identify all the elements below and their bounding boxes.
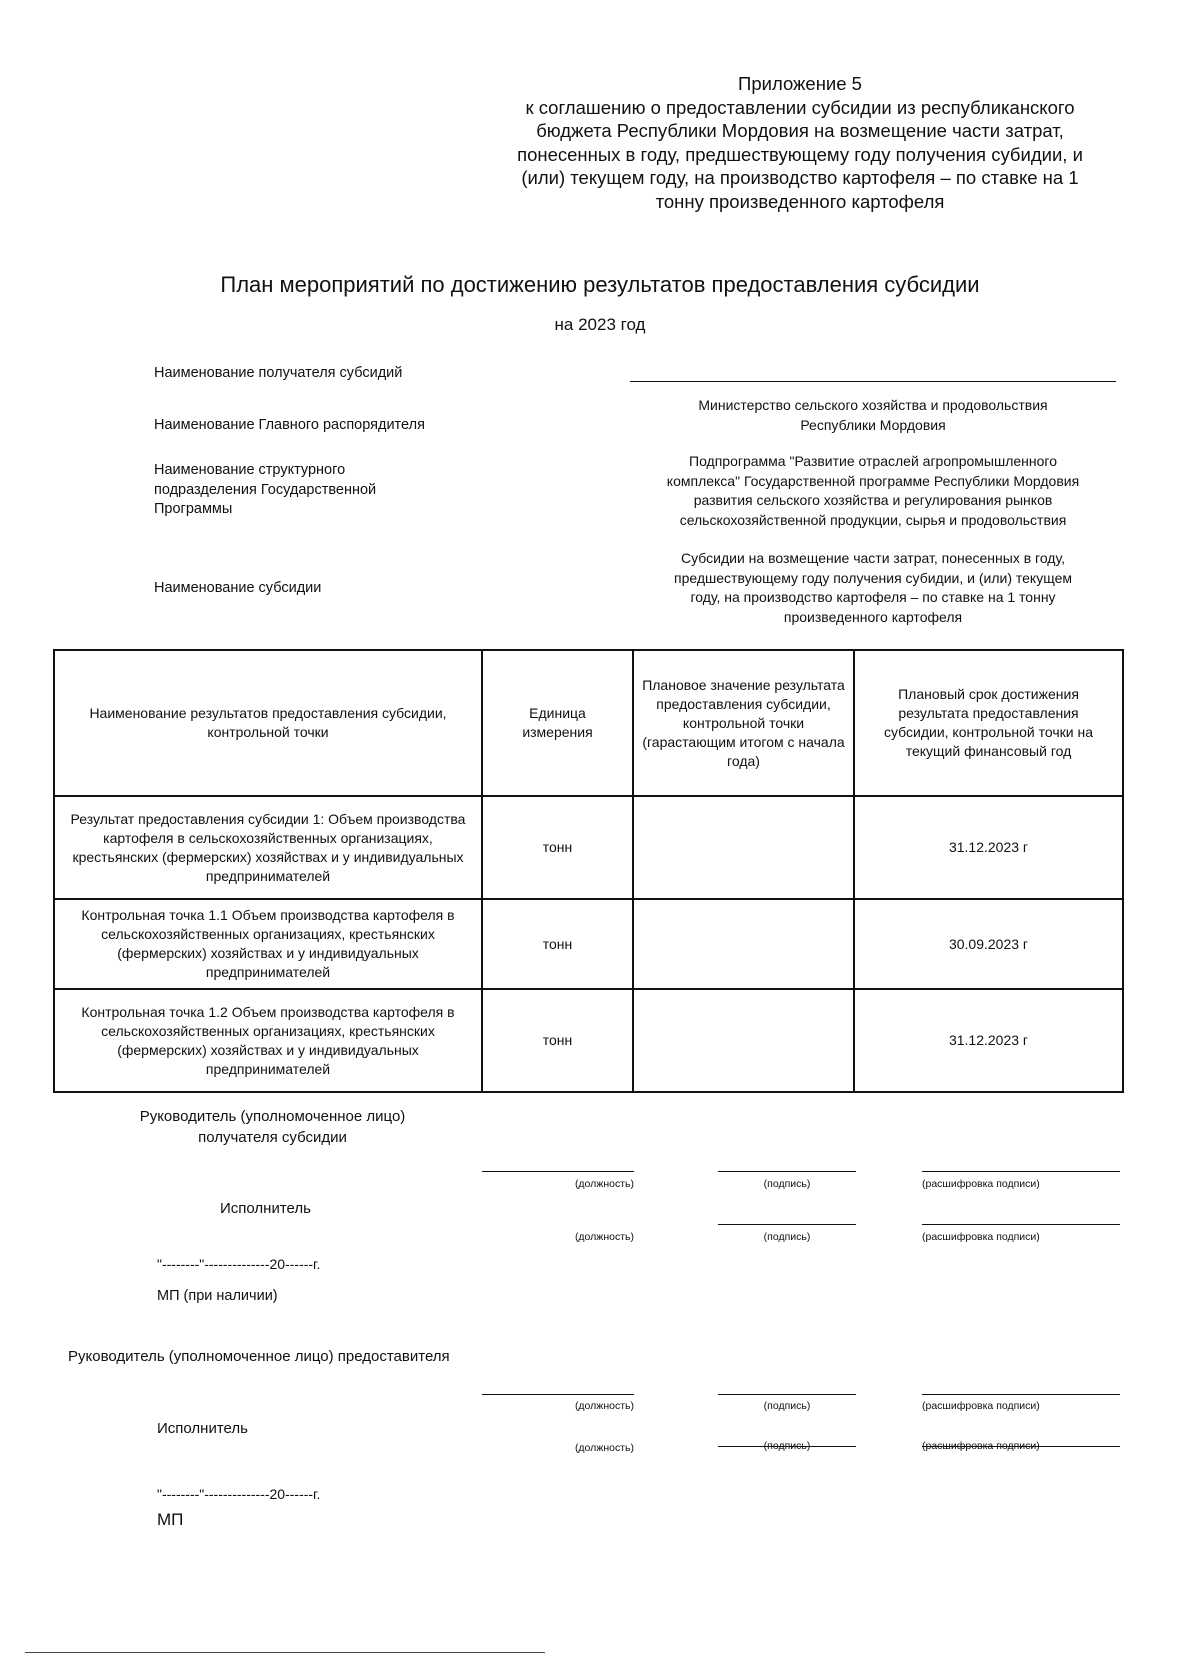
subsidy-value-line: произведенного картофеля [783, 608, 963, 625]
caption-position: (должность) [574, 1400, 634, 1412]
caption-decoding: (расшифровка подписи) [922, 1178, 1040, 1190]
stamp-optional-label: МП (при наличии) [157, 1288, 278, 1304]
row-plan-value [633, 899, 854, 989]
appendix-line: понесенных в году, предшествующему году получения субидии, и [517, 143, 1083, 165]
date-line: "--------"--------------20------г. [157, 1486, 321, 1502]
caption-signature: (подпись) [763, 1231, 811, 1243]
row-deadline: 31.12.2023 г [854, 989, 1123, 1092]
manager-value-line: Министерство сельского хозяйства и продовольствия [698, 397, 1048, 413]
signature-line [718, 1394, 856, 1395]
table-row [54, 989, 1123, 1092]
recipient-label: Наименование получателя субсидий [154, 365, 403, 381]
provider-head-label: Руководитель (уполномоченное лицо) предоставителя [68, 1348, 450, 1365]
row-name: Контрольная точка 1.1 Объем производства картофеля в сельскохозяйственных организациях, крестьянских (фермерских) хозяйствах и у индивидуальных предпринимателей [54, 899, 482, 989]
appendix-line: Приложение 5 [738, 73, 862, 94]
subsidy-value-line: Субсидии на возмещение части затрат, понесенных в году, [681, 550, 1065, 566]
row-name: Контрольная точка 1.2 Объем производства картофеля в сельскохозяйственных организациях, крестьянских (фермерских) хозяйствах и у индивидуальных предпринимателей [54, 989, 482, 1092]
manager-label: Наименование Главного распорядителя [154, 417, 425, 433]
document-title: План мероприятий по достижению результатов предоставления субсидии [220, 272, 980, 297]
row-plan-value [633, 989, 854, 1092]
header-plan-value: Плановое значение результата предоставления субсидии, контрольной точки (гарастающим итогом с начала года) [633, 650, 854, 796]
recipient-head-line: получателя субсидии [198, 1129, 347, 1146]
recipient-value-line [630, 381, 1116, 382]
position-line [482, 1171, 634, 1172]
decoding-line [922, 1394, 1120, 1395]
row-plan-value [633, 796, 854, 899]
header-unit: Единица измерения [482, 650, 633, 796]
row-deadline: 30.09.2023 г [854, 899, 1123, 989]
stamp-label: МП [157, 1510, 184, 1529]
executor-label: Исполнитель [157, 1420, 248, 1437]
row-unit: тонн [482, 989, 633, 1092]
manager-value [630, 396, 1116, 435]
recipient-head-label [130, 1106, 415, 1148]
caption-position: (должность) [574, 1442, 634, 1454]
division-value [630, 452, 1116, 530]
date-line: "--------"--------------20------г. [157, 1256, 321, 1272]
caption-decoding: (расшифровка подписи) [922, 1231, 1040, 1243]
table-row [54, 899, 1123, 989]
bottom-rule [25, 1652, 545, 1653]
table-header-row [54, 650, 1123, 796]
caption-signature: (подпись) [763, 1400, 811, 1412]
division-value-line: Подпрограмма "Развитие отраслей агропромышленного [689, 453, 1057, 469]
position-line [482, 1394, 634, 1395]
division-value-line: развития сельского хозяйства и регулирования рынков [693, 492, 1053, 508]
decoding-line [922, 1171, 1120, 1172]
signature-line [718, 1446, 856, 1447]
row-deadline: 31.12.2023 г [854, 796, 1123, 899]
caption-signature: (подпись) [763, 1178, 811, 1190]
division-value-line: комплекса" Государственной программе Республики Мордовия [666, 472, 1080, 489]
caption-decoding: (расшифровка подписи) [922, 1440, 1040, 1452]
plan-table [53, 649, 1124, 1093]
decoding-line [922, 1446, 1120, 1447]
division-label-line: Наименование структурного [154, 462, 346, 478]
division-label-line: Программы [154, 501, 233, 517]
appendix-line: тонну произведенного картофеля [655, 190, 945, 212]
subsidy-value-line: году, на производство картофеля – по ставке на 1 тонну [690, 589, 1056, 605]
row-unit: тонн [482, 796, 633, 899]
table-row [54, 796, 1123, 899]
signature-line [718, 1171, 856, 1172]
caption-decoding: (расшифровка подписи) [922, 1400, 1040, 1412]
appendix-line: (или) текущем году, на производство картофеля – по ставке на 1 [521, 167, 1079, 188]
appendix-header [490, 72, 1110, 213]
manager-value-line: Республики Мордовия [800, 416, 946, 433]
appendix-line: бюджета Республики Мордовия на возмещение части затрат, [536, 120, 1064, 141]
caption-position: (должность) [574, 1231, 634, 1243]
division-value-line: сельскохозяйственной продукции, сырья и продовольствия [679, 511, 1067, 528]
recipient-head-line: Руководитель (уполномоченное лицо) [139, 1108, 406, 1125]
subsidy-label: Наименование субсидии [154, 580, 322, 596]
executor-label: Исполнитель [220, 1200, 311, 1217]
caption-signature: (подпись) [763, 1440, 811, 1452]
appendix-line: к соглашению о предоставлении субсидии из республиканского [525, 96, 1075, 118]
row-name: Результат предоставления субсидии 1: Объем производства картофеля в сельскохозяйственных организациях, крестьянских (фермерских) хозяйствах и у индивидуальных предпринимателей [54, 796, 482, 899]
signature-line [718, 1224, 856, 1225]
subsidy-value-line: предшествующему году получения субидии, и (или) текущем [674, 569, 1072, 586]
division-label-line: подразделения Государственной [154, 481, 377, 498]
header-result-name: Наименование результатов предоставления субсидии, контрольной точки [54, 650, 482, 796]
document-year: на 2023 год [554, 315, 646, 334]
caption-position: (должность) [574, 1178, 634, 1190]
row-unit: тонн [482, 899, 633, 989]
decoding-line [922, 1224, 1120, 1225]
subsidy-value [630, 549, 1116, 627]
header-deadline: Плановый срок достижения результата предоставления субсидии, контрольной точки на текущий финансовый год [854, 650, 1123, 796]
division-label [154, 461, 376, 520]
